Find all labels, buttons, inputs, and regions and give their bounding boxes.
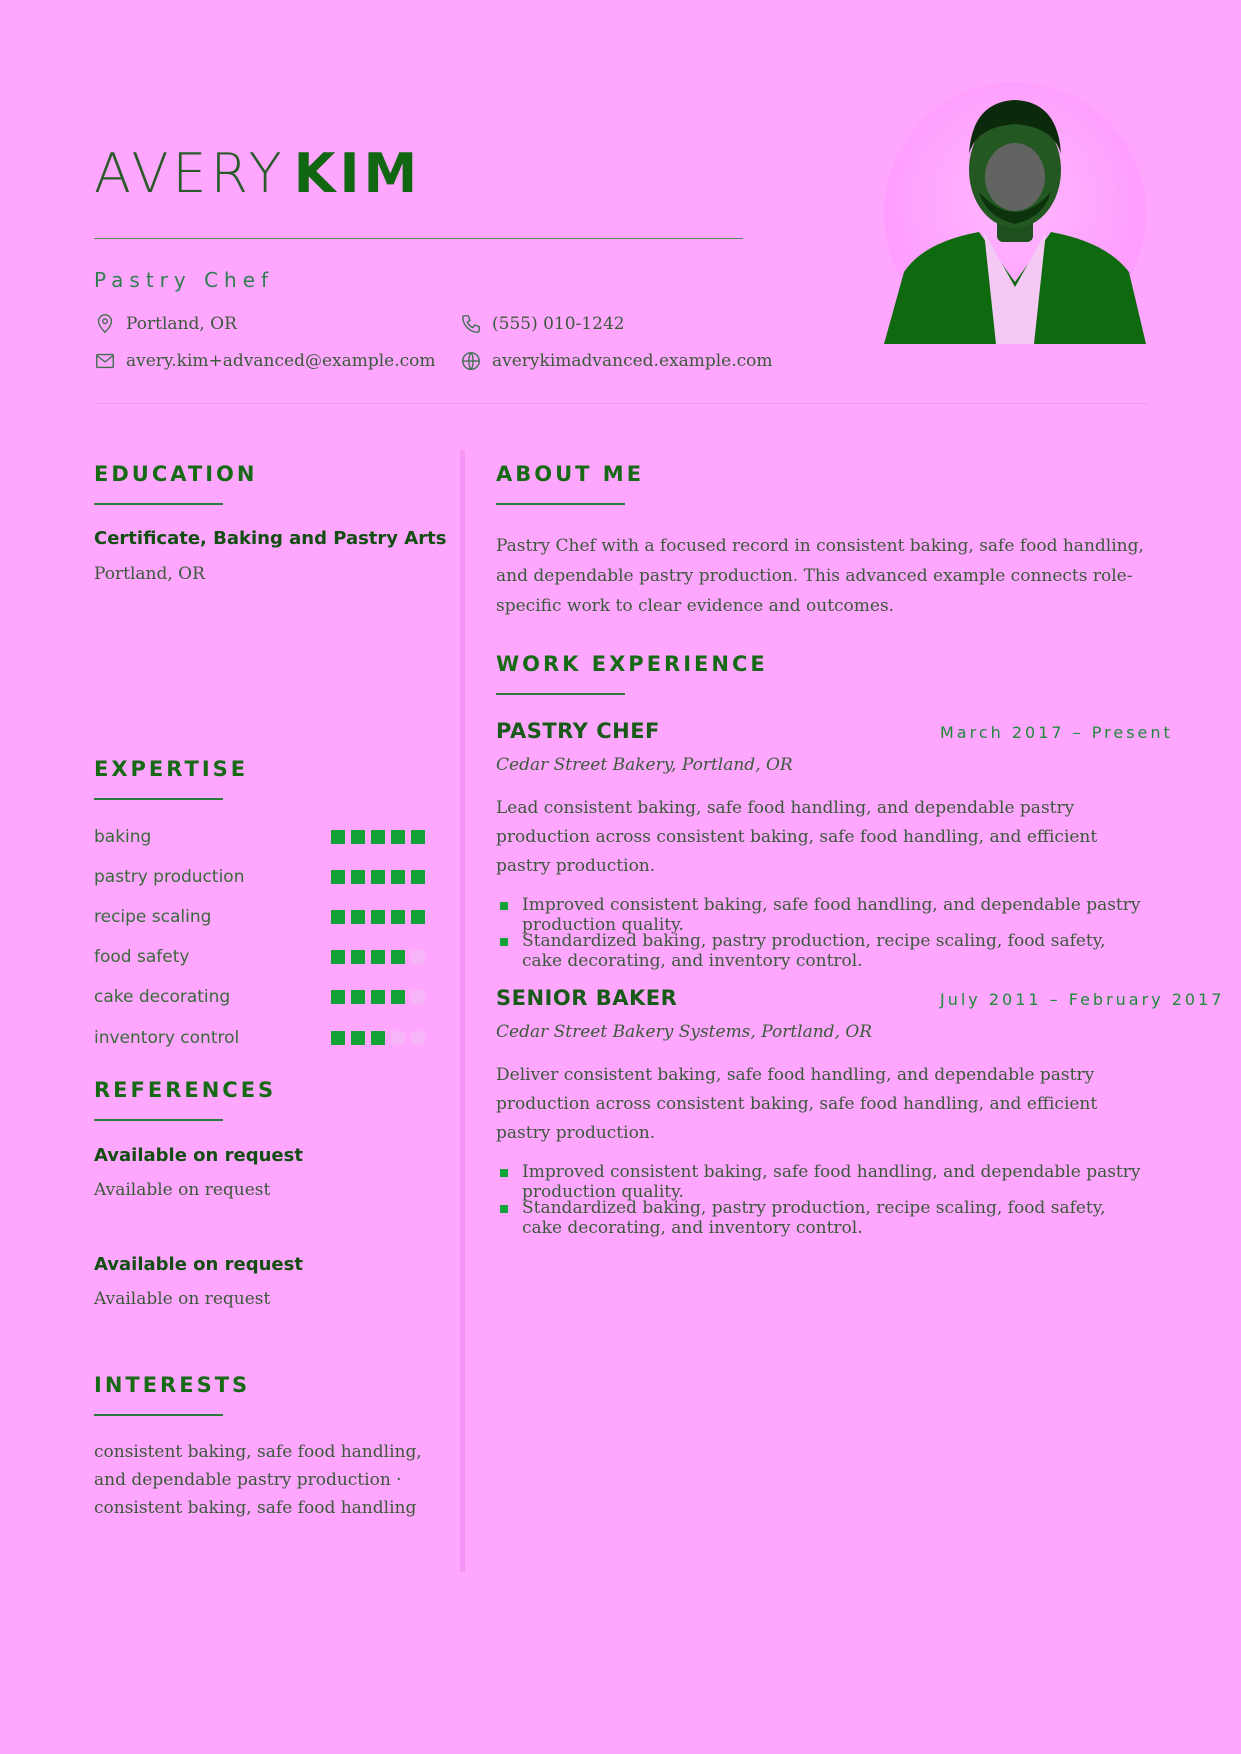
reference-detail: Available on request [94, 1289, 271, 1309]
references-heading: REFERENCES [94, 1078, 277, 1102]
rating-dot-filled [351, 990, 365, 1004]
bullet-text: Improved consistent baking, safe food handling, and dependable pastry production quality. [522, 1162, 1141, 1202]
bullet-text: Improved consistent baking, safe food handling, and dependable pastry production quality. [522, 895, 1141, 935]
rating-dot-filled [351, 910, 365, 924]
last-name: KIM [293, 142, 422, 205]
rating-dot-filled [371, 950, 385, 964]
rating-dot-filled [371, 990, 385, 1004]
skill-rating [331, 870, 425, 884]
skill-name: food safety [94, 947, 190, 967]
rating-dot-filled [391, 830, 405, 844]
education-rule [94, 503, 223, 505]
location-pin-icon [94, 313, 116, 335]
rating-dot-filled [391, 870, 405, 884]
rating-dot-filled [371, 870, 385, 884]
rating-dot-empty [391, 1031, 405, 1045]
skill-row [94, 825, 425, 849]
education-heading: EDUCATION [94, 462, 258, 486]
about-rule [496, 503, 625, 505]
rating-dot-filled [351, 830, 365, 844]
job-title: PASTRY CHEF [496, 719, 660, 743]
skill-rating [331, 830, 425, 844]
rating-dot-empty [411, 990, 425, 1004]
column-divider [460, 450, 465, 1572]
skill-rating [331, 990, 425, 1004]
email-text[interactable]: avery.kim+advanced@example.com [126, 351, 436, 371]
rating-dot-filled [331, 990, 345, 1004]
education-location: Portland, OR [94, 564, 205, 584]
rating-dot-empty [411, 1031, 425, 1045]
skill-rating [331, 910, 425, 924]
rating-dot-filled [371, 1031, 385, 1045]
bullet-text: Standardized baking, pastry production, recipe scaling, food safety, cake decorating, and inventory control. [522, 931, 1106, 971]
skill-name: pastry production [94, 867, 245, 887]
rating-dot-filled [391, 910, 405, 924]
contact-phone [460, 313, 625, 335]
rating-dot-filled [411, 910, 425, 924]
expertise-heading: EXPERTISE [94, 757, 249, 781]
bullet-square-icon [500, 938, 508, 946]
rating-dot-filled [331, 830, 345, 844]
job-bullet [500, 1198, 1150, 1238]
rating-dot-filled [391, 990, 405, 1004]
skill-name: inventory control [94, 1028, 240, 1048]
reference-name: Available on request [94, 1145, 303, 1166]
rating-dot-filled [331, 870, 345, 884]
rating-dot-filled [331, 1031, 345, 1045]
job-bullet [500, 1162, 1150, 1202]
rating-dot-filled [411, 830, 425, 844]
job-company: Cedar Street Bakery Systems, Portland, OR [496, 1022, 873, 1042]
rating-dot-filled [351, 1031, 365, 1045]
skill-row [94, 865, 425, 889]
skill-row [94, 985, 425, 1009]
reference-detail: Available on request [94, 1180, 271, 1200]
rating-dot-filled [331, 950, 345, 964]
interests-rule [94, 1414, 223, 1416]
reference-name: Available on request [94, 1254, 303, 1275]
candidate-name [94, 142, 421, 206]
bullet-square-icon [500, 1205, 508, 1213]
rating-dot-filled [391, 950, 405, 964]
header-separator [94, 403, 1149, 404]
rating-dot-empty [411, 950, 425, 964]
avatar [884, 82, 1146, 344]
job-company: Cedar Street Bakery, Portland, OR [496, 755, 793, 775]
rating-dot-filled [371, 910, 385, 924]
experience-rule [496, 693, 625, 695]
rating-dot-filled [351, 950, 365, 964]
bullet-square-icon [500, 1169, 508, 1177]
website-text[interactable]: averykimadvanced.example.com [492, 351, 773, 371]
expertise-rule [94, 798, 223, 800]
skill-row [94, 905, 425, 929]
job-bullet [500, 895, 1150, 935]
rating-dot-filled [351, 870, 365, 884]
skill-rating [331, 1031, 425, 1045]
mail-icon [94, 350, 116, 372]
contact-email[interactable] [94, 350, 436, 372]
bullet-text: Standardized baking, pastry production, recipe scaling, food safety, cake decorating, and inventory control. [522, 1198, 1106, 1238]
skill-name: baking [94, 827, 152, 847]
interests-heading: INTERESTS [94, 1373, 251, 1397]
job-summary: Deliver consistent baking, safe food handling, and dependable pastry production across consistent baking, safe food handling, and efficient pastry production. [496, 1065, 1098, 1143]
job-summary: Lead consistent baking, safe food handling, and dependable pastry production across consistent baking, safe food handling, and efficient pastry production. [496, 798, 1098, 876]
job-title: Pastry Chef [94, 268, 275, 292]
phone-icon [460, 313, 482, 335]
contact-website[interactable] [460, 350, 773, 372]
rating-dot-filled [331, 910, 345, 924]
globe-icon [460, 350, 482, 372]
job-date: July 2011 – February 2017 [940, 990, 1225, 1009]
job-bullet [500, 931, 1150, 971]
skill-name: recipe scaling [94, 907, 212, 927]
rating-dot-filled [371, 830, 385, 844]
rating-dot-filled [411, 870, 425, 884]
skill-rating [331, 950, 425, 964]
about-heading: ABOUT ME [496, 462, 645, 486]
contact-location [94, 313, 237, 335]
header-divider [94, 238, 743, 239]
education-degree: Certificate, Baking and Pastry Arts [94, 528, 447, 549]
first-name: AVERY [94, 142, 286, 205]
experience-heading: WORK EXPERIENCE [496, 652, 768, 676]
job-date: March 2017 – Present [940, 723, 1173, 742]
about-text: Pastry Chef with a focused record in consistent baking, safe food handling, and dependable pastry production. This advanced example connects role-specific work to clear evidence and outcomes. [496, 536, 1144, 616]
skill-name: cake decorating [94, 987, 231, 1007]
skill-row [94, 945, 425, 969]
location-text: Portland, OR [126, 314, 237, 334]
skill-row [94, 1026, 425, 1050]
references-rule [94, 1119, 223, 1121]
interests-text: consistent baking, safe food handling, and dependable pastry production · consistent baking, safe food handling [94, 1442, 422, 1518]
bullet-square-icon [500, 902, 508, 910]
phone-text: (555) 010-1242 [492, 314, 625, 334]
job-title: SENIOR BAKER [496, 986, 678, 1010]
